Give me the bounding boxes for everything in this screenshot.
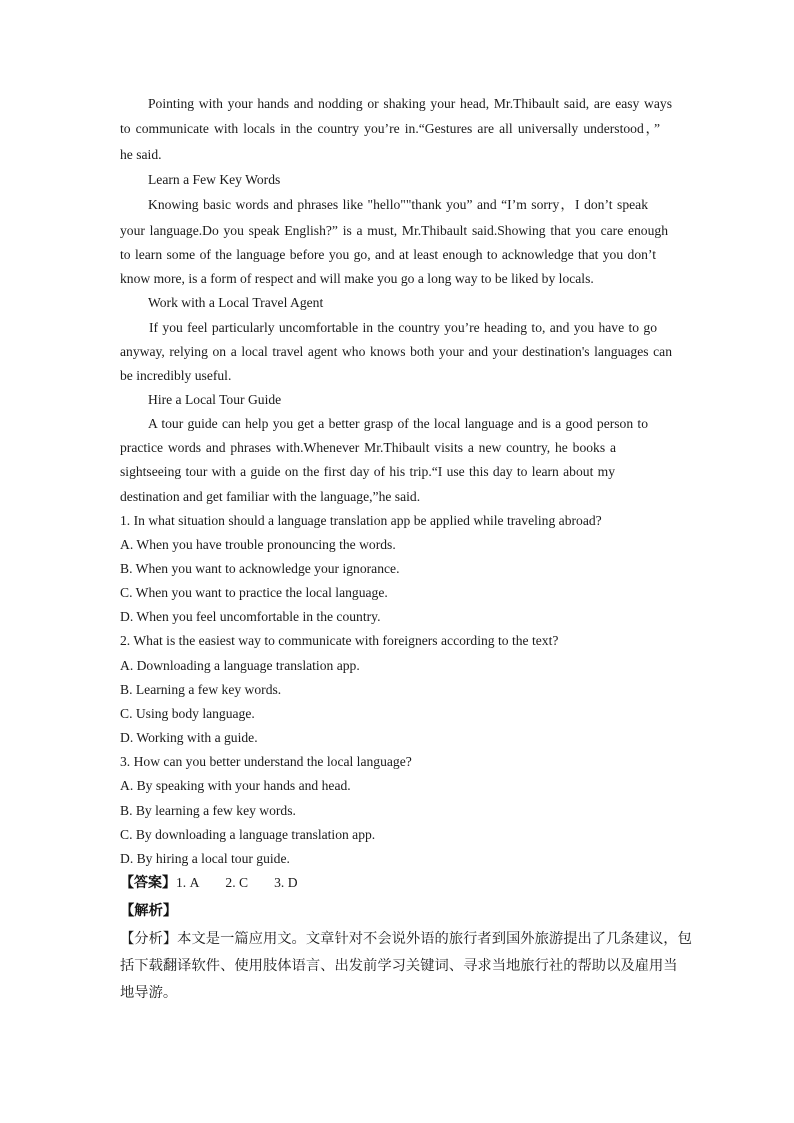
analysis-heading: 【解析】 (120, 903, 178, 919)
passage-p1-line-2: to communicate with locals in the country you’re in.“Gestures are all universally understood，” (120, 121, 660, 136)
section-heading-travel-agent: Work with a Local Travel Agent (148, 295, 324, 310)
passage-p4-line-3: sightseeing tour with a guide on the first day of his trip.“I use this day to learn about my (120, 464, 615, 479)
question-2-option-b: B. Learning a few key words. (120, 682, 282, 697)
analysis-line-1: 【分析】本文是一篇应用文。文章针对不会说外语的旅行者到国外旅游提出了几条建议，包 (120, 931, 692, 947)
answer-1: 1. A (176, 875, 200, 890)
question-2-option-d: D. Working with a guide. (120, 730, 258, 745)
answer-3: 3. D (274, 875, 298, 890)
passage-p2-line-2: your language.Do you speak English?” is a must, Mr.Thibault said.Showing that you care enough (120, 223, 668, 238)
question-3-option-c: C. By downloading a language translation app. (120, 827, 376, 842)
question-1-option-d: D. When you feel uncomfortable in the country. (120, 609, 381, 624)
question-2-stem: 2. What is the easiest way to communicate with foreigners according to the text? (120, 633, 559, 648)
passage-p2-line-1: Knowing basic words and phrases like "hello""thank you” and “I’m sorry，I don’t speak (148, 197, 648, 212)
answer-label: 【答案】 (120, 875, 176, 891)
section-heading-key-words: Learn a Few Key Words (148, 172, 281, 187)
analysis-line-2: 括下载翻译软件、使用肢体语言、出发前学习关键词、寻求当地旅行社的帮助以及雇用当 (120, 958, 678, 974)
question-3-option-d: D. By hiring a local tour guide. (120, 851, 290, 866)
passage-p3-line-3: be incredibly useful. (120, 368, 232, 383)
passage-p4-line-4: destination and get familiar with the language,”he said. (120, 489, 421, 504)
passage-p4-line-1: A tour guide can help you get a better grasp of the local language and is a good person to (148, 416, 648, 431)
question-1-option-a: A. When you have trouble pronouncing the words. (120, 537, 396, 552)
question-3-option-b: B. By learning a few key words. (120, 803, 296, 818)
question-3-option-a: A. By speaking with your hands and head. (120, 778, 351, 793)
question-1-option-c: C. When you want to practice the local language. (120, 585, 388, 600)
answer-line (120, 874, 298, 892)
question-3-stem: 3. How can you better understand the local language? (120, 754, 412, 769)
passage-p1-line-3: he said. (120, 147, 162, 162)
question-2-option-a: A. Downloading a language translation app. (120, 658, 360, 673)
passage-p2-line-3: to learn some of the language before you go, and at least enough to acknowledge that you don’t (120, 247, 656, 262)
analysis-line-3: 地导游。 (120, 985, 178, 1001)
passage-p3-line-2: anyway, relying on a local travel agent who knows both your and your destination's languages can (120, 344, 672, 359)
question-1-option-b: B. When you want to acknowledge your ignorance. (120, 561, 400, 576)
answer-2: 2. C (225, 875, 249, 890)
passage-p2-line-4: know more, is a form of respect and will make you go a long way to be liked by locals. (120, 271, 594, 286)
question-1-stem: 1. In what situation should a language translation app be applied while traveling abroad? (120, 513, 602, 528)
question-2-option-c: C. Using body language. (120, 706, 255, 721)
section-heading-tour-guide: Hire a Local Tour Guide (148, 392, 282, 407)
passage-p4-line-2: practice words and phrases with.Whenever Mr.Thibault visits a new country, he books a (120, 440, 616, 455)
passage-p3-line-1: If you feel particularly uncomfortable in the country you’re heading to, and you have to go (149, 320, 657, 335)
passage-p1-line-1: Pointing with your hands and nodding or shaking your head, Mr.Thibault said, are easy ways (148, 96, 672, 111)
